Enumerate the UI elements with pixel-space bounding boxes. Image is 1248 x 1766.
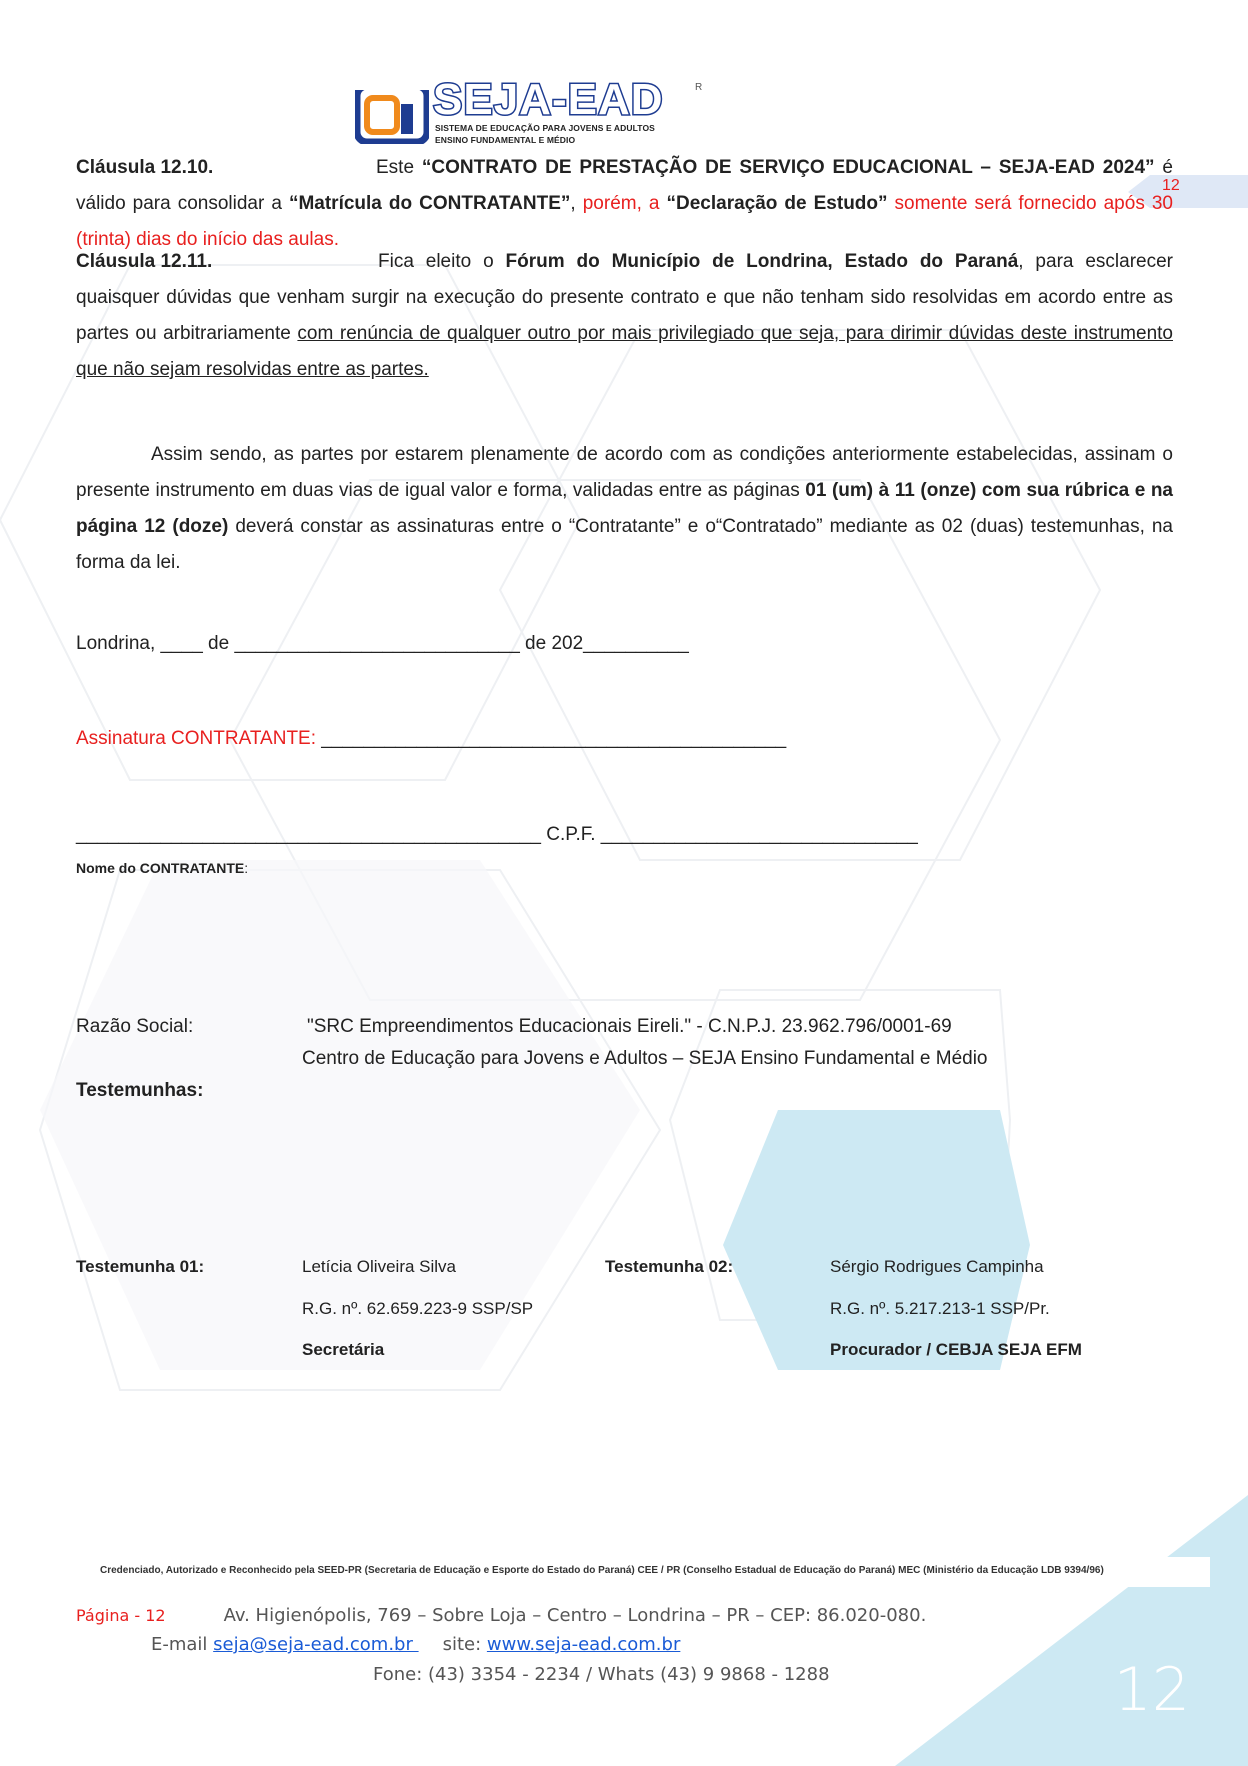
logo-subtitle-2: ENSINO FUNDAMENTAL E MÉDIO	[435, 135, 576, 145]
clause-12-10	[76, 150, 1173, 258]
clause-12-11-label: Cláusula 12.11.	[76, 251, 213, 272]
clause-underlined-text: com renúncia de qualquer outro por mais privilegiado que seja, para dirimir dúvidas deste instrumento que não sejam resolvidas entre as partes.	[76, 323, 1173, 380]
date-line: Londrina, ____ de ___________________________ de 202__________	[76, 633, 689, 654]
razao-social-label: Razão Social:	[76, 1016, 194, 1037]
clause-12-11	[76, 244, 1173, 388]
clause-text: é válido para consolidar a	[76, 157, 1173, 214]
witness-2-label: Testemunha 02:	[605, 1257, 734, 1276]
razao-social-line-2: Centro de Educação para Jovens e Adultos – SEJA Ensino Fundamental e Médio	[302, 1048, 988, 1069]
clause-text: ,	[570, 193, 583, 214]
signature-blank: ____________________________________________	[316, 728, 787, 749]
enrollment-term: “Matrícula do CONTRATANTE”	[288, 193, 571, 214]
witness-2-role: Procurador / CEBJA SEJA EFM	[830, 1340, 1082, 1359]
contratante-label-text: Nome do CONTRATANTE	[76, 860, 245, 876]
seja-ead-logo	[355, 75, 715, 148]
witness-1-role: Secretária	[302, 1340, 385, 1359]
footer-address-line	[76, 1605, 926, 1626]
witness-2-rg: R.G. nº. 5.217.213-1 SSP/Pr.	[830, 1299, 1050, 1318]
forum-name: Fórum do Município de Londrina, Estado do Paraná	[505, 251, 1019, 272]
clause-red-text: somente será fornecido após 30 (trinta) dias do início das aulas.	[76, 193, 1173, 250]
footer-email-link[interactable]: seja@seja-ead.com.br	[213, 1634, 419, 1655]
logo-registered-mark: R	[695, 82, 703, 93]
contratante-colon: :	[244, 860, 249, 876]
page-corner-number: 12	[1162, 177, 1180, 194]
witness-1-label: Testemunha 01:	[76, 1257, 205, 1276]
logo-mark-icon	[355, 80, 429, 144]
contract-title: “CONTRATO DE PRESTAÇÃO DE SERVIÇO EDUCACIONAL – SEJA-EAD 2024”	[421, 157, 1155, 178]
footer-phone: Fone: (43) 3354 - 2234 / Whats (43) 9 9868 - 1288	[373, 1664, 830, 1685]
footer-contact-line	[151, 1634, 680, 1655]
footer-page-label: Página - 12	[76, 1606, 166, 1625]
closing-text: Assim sendo, as partes por estarem plenamente de acordo com as condições anteriormente estabelecidas, assinam o presente instrumento em duas vias de igual valor e forma, validadas entre as páginas	[76, 444, 1173, 501]
footer-site-label: site:	[442, 1634, 487, 1655]
witnesses-label: Testemunhas:	[76, 1080, 204, 1101]
contratante-name-label	[76, 860, 248, 878]
logo-subtitle-1: SISTEMA DE EDUCAÇÃO PARA JOVENS E ADULTOS	[435, 123, 655, 133]
clause-text: , para esclarecer quaisquer dúvidas que venham surgir na execução do presente contrato e que não tenham sido resolvidas em acordo entre as partes ou arbitrariamente	[76, 251, 1173, 344]
clause-red-text: porém, a	[582, 193, 667, 214]
razao-social-line-1: "SRC Empreendimentos Educacionais Eireli." - C.N.P.J. 23.962.796/0001-69	[307, 1016, 952, 1037]
witness-1-name: Letícia Oliveira Silva	[302, 1257, 457, 1276]
clause-text: Este	[376, 157, 422, 178]
witness-2-name: Sérgio Rodrigues Campinha	[830, 1257, 1044, 1276]
footer-site-link[interactable]: www.seja-ead.com.br	[486, 1634, 681, 1655]
closing-paragraph	[76, 437, 1173, 581]
study-declaration-term: “Declaração de Estudo”	[666, 193, 888, 214]
cpf-line: ____________________________________________ C.P.F. ______________________________	[76, 824, 918, 845]
logo-brand-text: SEJA-EAD	[433, 75, 664, 124]
closing-bold-text: 01 (um) à 11 (onze) com sua rúbrica e na página 12 (doze)	[76, 480, 1174, 537]
big-page-number: 12	[1113, 1655, 1190, 1725]
signature-label: Assinatura CONTRATANTE:	[76, 728, 317, 749]
clause-12-10-label: Cláusula 12.10.	[76, 157, 214, 178]
clause-text: Fica eleito o	[378, 251, 506, 272]
closing-text: deverá constar as assinaturas entre o “Contratante” e o“Contratado” mediante as 02 (duas) testemunhas, na forma da lei.	[76, 516, 1174, 573]
footer-email-label: E-mail	[151, 1634, 214, 1655]
footer-address: Av. Higienópolis, 769 – Sobre Loja – Centro – Londrina – PR – CEP: 86.020-080.	[223, 1605, 927, 1626]
witness-1-rg: R.G. nº. 62.659.223-9 SSP/SP	[302, 1299, 534, 1318]
signature-line	[76, 728, 786, 750]
footer-credentials: Credenciado, Autorizado e Reconhecido pela SEED-PR (Secretaria de Educação e Esporte do Estado do Paraná) CEE / PR (Conselho Estadual de Educação do Paraná) MEC (Ministério da Educação LDB 9394/96)	[100, 1565, 1104, 1576]
